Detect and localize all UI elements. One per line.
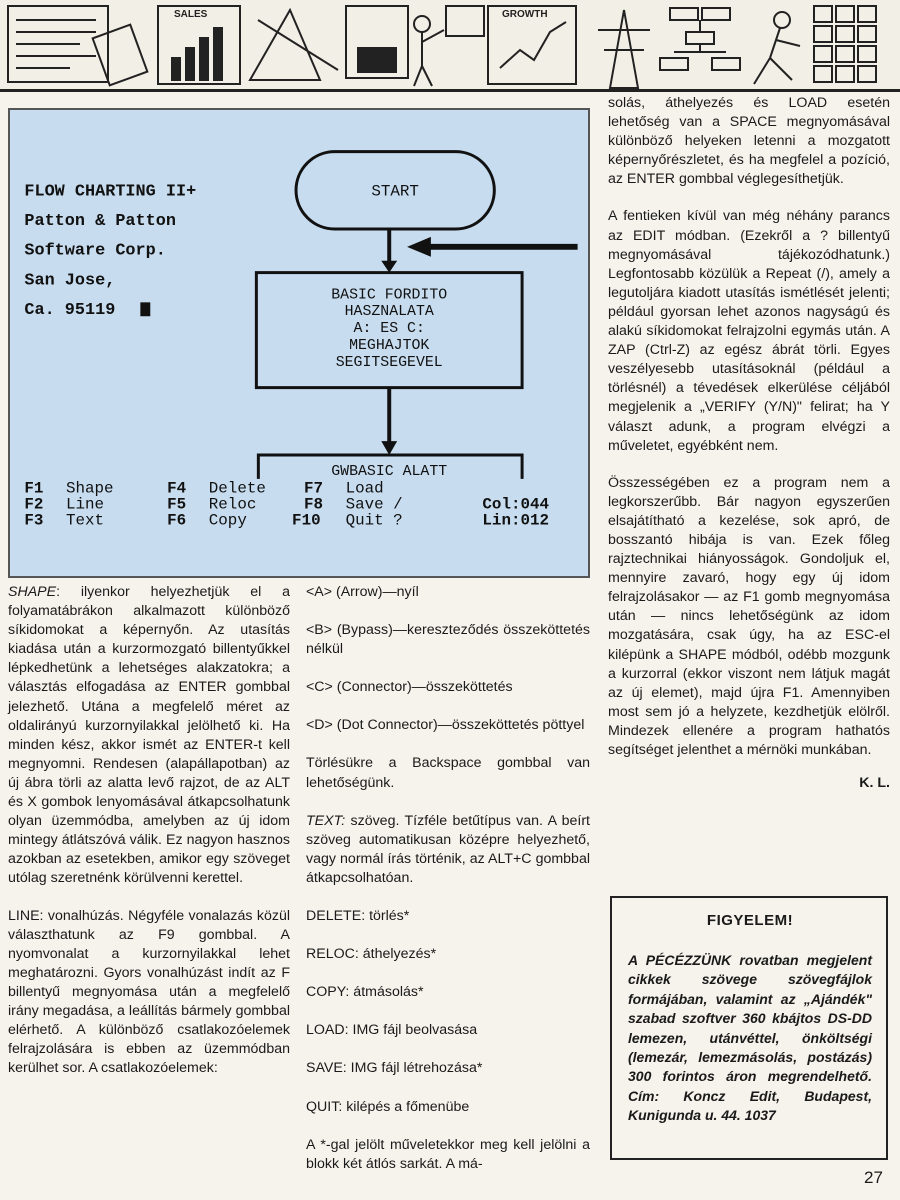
title-line-3: Software Corp.: [24, 241, 166, 261]
shape-paragraph: [8, 583, 290, 889]
start-label: START: [371, 182, 419, 201]
title-line-2: Patton & Patton: [24, 212, 176, 232]
connector-item: <C> (Connector)—összeköttetés: [306, 679, 513, 696]
fkey-f7-label: Load: [345, 479, 384, 498]
col3-paragraph-2: A fentieken kívül van még néhány parancs az EDIT módban. (Ezekről a ? billentyű megnyomásával tájékozódhatunk.) Legfontosabb közülük a Repeat (/), amely a legutoljára kiadott utasítás ismétlését jelenti; például gyorsan lehet azonos nagyságú és alakú síkidomokat felrajzolni egymás után. A ZAP (Ctrl-Z) az egész ábrát törli. Egyes veszélyesebb utasításoknál (például a törlésnél) a tévedések elkerülése céljából megjelenik a „VERIFY (Y/N)" felirat; ha Y választ adunk, a program elvégzi a műveletet, egyébként nem.: [608, 208, 890, 454]
col3-paragraph-1: solás, áthelyezés és LOAD esetén lehetőség van a SPACE megnyomásával különböző helyeken letenni a mozgatott képernyőrészletet, és ha megfelel a pozíció, az ENTER gombbal véglegesíthetjük.: [608, 95, 890, 188]
fkey-f1[interactable]: F1: [24, 479, 44, 498]
growth-label: GROWTH: [502, 9, 548, 20]
reloc-item: RELOC: áthelyezés*: [306, 946, 437, 963]
fkey-f4[interactable]: F4: [167, 479, 187, 498]
cursor-block: [140, 302, 150, 316]
line-paragraph: LINE: vonalhúzás. Négyféle vonalazás közül választhatunk az F9 gombbal. A nyomvonalat a kurzornyilakkal lehet meghatározni. Gyors vonalhúzást indít az F billentyű megnyomása után a megfelelő irány megadása, a leállítás bármely gombbal elérhető. A különböző csatlakozóelemek felrajzolására is ebben az üzemmódban kerülhet sor. A csatlakozóelemek:: [8, 907, 290, 1077]
author-signature: K. L.: [859, 775, 890, 792]
bypass-item: <B> (Bypass)—kereszteződés összeköttetés nélkül: [306, 622, 590, 658]
shape-term: SHAPE: [8, 584, 57, 600]
bottom-box-label: GWBASIC ALATT: [331, 463, 448, 480]
fkey-f4-label: Delete: [208, 479, 266, 498]
fkey-f3-label: Text: [66, 511, 105, 530]
fkey-f10-label: Quit ?: [345, 511, 403, 530]
dot-connector-item: <D> (Dot Connector)—összeköttetés pöttyel: [306, 717, 585, 734]
fkey-f2[interactable]: F2: [24, 495, 44, 514]
fkey-f10[interactable]: F10: [292, 511, 321, 530]
clipart-strip-icon: [0, 0, 900, 92]
flowchart-screen: [10, 110, 588, 576]
process-line-3: A: ES C:: [353, 321, 425, 338]
save-item: SAVE: IMG fájl létrehozása*: [306, 1060, 483, 1077]
fkey-f3[interactable]: F3: [24, 511, 44, 530]
fkey-f1-label: Shape: [66, 479, 114, 498]
fkey-f6-label: Copy: [208, 511, 247, 530]
col-readout: Col:044: [482, 495, 550, 514]
article-column-2: [306, 583, 590, 1193]
copy-item: COPY: átmásolás*: [306, 984, 424, 1001]
title-line-1: FLOW CHARTING II+: [24, 182, 197, 202]
col3-paragraph-3: Összességében ez a program nem a legkorszerűbb. Bár nagyon egyszerűen elsajátítható a kezelése, sok apró, de bosszantó hibája is van. Ezek főleg rajztechnikai hiányosságok. Gondoljuk el, mennyire zavaró, hogy egy új idom felrajzolásakor — az F1 gomb megnyomása után — nincs lehetőségünk az idom mozgatására, csak úgy, ha az ESC-el kilépünk a SHAPE módból, odébb mozgunk a kurzorral (ekkor viszont nem látjuk magát az új elemet), majd újra F1. Amennyiben most sem jó a helyzete, kezdhetjük elölről. Mindezek ellenére a program hathatós segítséget jelenthet a mérnöki munkában.: [608, 474, 890, 758]
load-item: LOAD: IMG fájl beolvasása: [306, 1022, 478, 1039]
shape-description: : ilyenkor helyezhetjük el a folyamatábrákon alkalmazott különböző síkidomokat a képernyőn. Az utasítás kiadása után a kurzormozgató billentyűkkel lépkedhetünk a lehetséges alakzatokra; a választás elfogadása az ENTER gombbal jelezhető. Utána a megfelelő méret az oldalirányú kurzornyilakkal jelölhető ki. Ha minden kész, akkor ismét az ENTER-t kell megnyomni. Rendesen (alapállapotban) az új ábra törli az alatta levő rajzot, de az ALT és X gombok lenyomásával átkapcsolhatunk olyan üzemmódba, amelyben az új idom mintegy átlátszóvá válik. Ez nagyon hasznos azokban az esetekben, amikor egy szöveget utólag szeretnénk körülvenni kerettel.: [8, 584, 290, 887]
fkey-f8[interactable]: F8: [303, 495, 324, 514]
fkey-f5-label: Reloc: [208, 495, 257, 514]
fkey-f2-label: Line: [66, 495, 105, 514]
arrow-item: <A> (Arrow)—nyíl: [306, 584, 419, 600]
article-column-1: [8, 583, 290, 1096]
notice-box: [610, 896, 888, 1160]
process-line-5: SEGITSEGEVEL: [335, 354, 443, 371]
program-screenshot: [8, 108, 590, 578]
fkey-f5[interactable]: F5: [167, 495, 187, 514]
sales-label: SALES: [174, 9, 208, 20]
quit-item: QUIT: kilépés a főmenübe: [306, 1098, 470, 1115]
fkey-f7[interactable]: F7: [303, 479, 324, 498]
process-line-2: HASZNALATA: [344, 304, 434, 321]
fkey-f8-label: Save /: [345, 495, 403, 514]
fkey-f6[interactable]: F6: [167, 511, 187, 530]
text-description: szöveg. Tízféle betűtípus van. A beírt szöveg automatikusan középre helyezhető, vagy normál írás történik, az ALT+C gombbal átkapcsolhatóan.: [306, 812, 590, 886]
process-line-4: MEGHAJTOK: [349, 337, 430, 354]
notice-body: A PÉCÉZZÜNK rovatban megjelent cikkek szövege szövegfájlok formájában, valamint az „Ajándék" szabad szoftver 360 kbájtos DS-DD lemezen, utánvéttel, önköltségi (lemezár, lemezmásolás, postázás) 300 forintos áron megrendelhető. Cím: Koncz Edit, Budapest, Kunigunda u. 44. 1037: [628, 952, 872, 1124]
footnote-paragraph: A *-gal jelölt műveletekkor meg kell jelölni a blokk két átlós sarkát. A má-: [306, 1136, 590, 1172]
title-line-5: Ca. 95119: [24, 301, 116, 321]
text-paragraph: [306, 812, 590, 888]
text-term: TEXT:: [306, 812, 346, 829]
title-line-4: San Jose,: [24, 271, 116, 291]
clipart-banner: [0, 0, 900, 92]
delete-item: DELETE: törlés*: [306, 908, 410, 925]
article-column-3: [608, 94, 890, 811]
lin-readout: Lin:012: [482, 511, 550, 530]
page-number: 27: [864, 1168, 883, 1187]
process-line-1: BASIC FORDITO: [331, 287, 448, 304]
backspace-paragraph: Törlésükre a Backspace gombbal van lehetőségünk.: [306, 755, 590, 791]
notice-title: FIGYELEM!: [706, 912, 794, 929]
